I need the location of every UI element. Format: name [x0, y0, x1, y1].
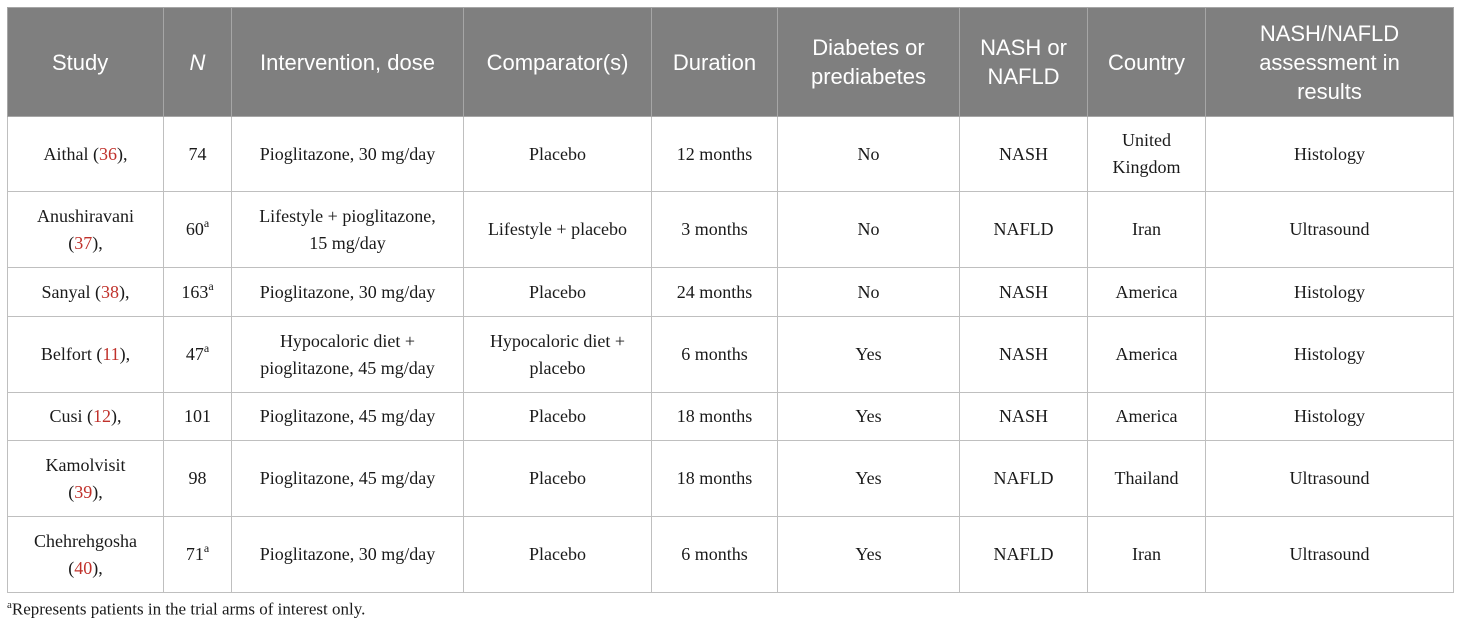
header-comparator: Comparator(s): [464, 8, 652, 117]
cell-n: [164, 268, 232, 317]
ref-link[interactable]: 40: [74, 557, 93, 578]
study-tail: ),: [117, 143, 128, 164]
header-assessment-line2: assessment in: [1259, 49, 1400, 75]
ref-link[interactable]: 39: [74, 481, 93, 502]
cell-study: [8, 517, 164, 593]
study-tail: ),: [92, 557, 103, 578]
study-tail: ),: [119, 344, 131, 364]
study-name: Belfort (: [40, 344, 103, 364]
cell-duration: 18 months: [652, 393, 778, 441]
n-value: 71: [185, 544, 204, 564]
cell-duration: 12 months: [652, 117, 778, 192]
cell-nash: NASH: [960, 268, 1088, 317]
header-nash: [960, 8, 1088, 117]
ref-link[interactable]: 12: [93, 406, 111, 426]
n-value: 74: [188, 143, 207, 164]
cell-n: [164, 317, 232, 393]
study-ref-line: (39),: [68, 481, 103, 502]
n-value: 98: [188, 468, 207, 488]
country-line1: Iran: [1132, 544, 1161, 564]
study-tail: ),: [92, 232, 103, 253]
cell-study: [8, 441, 164, 517]
cell-n: [164, 393, 232, 441]
n-footnote-marker: a: [203, 541, 210, 555]
cell-country: [1088, 317, 1206, 393]
n-value: 60: [185, 219, 204, 239]
comparator-line: Placebo: [529, 406, 586, 426]
country-line1: America: [1115, 406, 1178, 426]
table-row: [8, 441, 1454, 517]
n-value: 47: [185, 344, 204, 364]
intervention-line: Pioglitazone, 45 mg/day: [259, 406, 436, 426]
study-tail: ),: [111, 406, 122, 426]
header-n-label: N: [189, 49, 206, 75]
cell-comparator: [464, 268, 652, 317]
ref-link[interactable]: 37: [74, 232, 93, 253]
cell-study: [8, 317, 164, 393]
country-line1: Iran: [1132, 219, 1161, 239]
cell-study: [8, 393, 164, 441]
header-assessment-line3: results: [1297, 78, 1362, 104]
table-row: [8, 117, 1454, 192]
cell-diabetes: No: [778, 268, 960, 317]
cell-intervention: [232, 268, 464, 317]
cell-n: [164, 441, 232, 517]
country-line1: America: [1115, 344, 1178, 364]
n-footnote-marker: a: [208, 278, 214, 293]
comparator-line: Placebo: [529, 544, 586, 564]
header-study: Study: [8, 8, 164, 117]
cell-study: [8, 268, 164, 317]
n-footnote-marker: a: [203, 216, 210, 230]
cell-comparator: [464, 117, 652, 192]
cell-duration: 6 months: [652, 317, 778, 393]
table-container: [7, 7, 1454, 620]
intervention-line: Pioglitazone, 45 mg/day: [259, 468, 436, 488]
header-nash-line1: NASH or: [980, 35, 1067, 60]
study-tail: ),: [118, 281, 130, 302]
cell-intervention: [232, 192, 464, 268]
intervention-line: Hypocaloric diet +: [279, 330, 416, 351]
cell-diabetes: Yes: [778, 393, 960, 441]
cell-intervention: [232, 441, 464, 517]
header-duration: Duration: [652, 8, 778, 117]
cell-diabetes: No: [778, 117, 960, 192]
cell-comparator: [464, 393, 652, 441]
footnote-text: Represents patients in the trial arms of interest only.: [11, 599, 366, 619]
cell-assessment: Histology: [1206, 393, 1454, 441]
header-diabetes-line2: prediabetes: [811, 64, 926, 89]
cell-comparator: [464, 441, 652, 517]
comparator-line: placebo: [529, 357, 586, 378]
intervention-line: Pioglitazone, 30 mg/day: [259, 544, 436, 564]
header-row: [8, 8, 1454, 117]
country-line1: Thailand: [1114, 468, 1179, 488]
cell-nash: NASH: [960, 117, 1088, 192]
study-name: Chehrehgosha: [34, 530, 137, 551]
cell-country: [1088, 117, 1206, 192]
cell-assessment: Ultrasound: [1206, 192, 1454, 268]
cell-assessment: Ultrasound: [1206, 517, 1454, 593]
comparator-line: Lifestyle + placebo: [487, 219, 628, 239]
header-diabetes: [778, 8, 960, 117]
cell-country: [1088, 192, 1206, 268]
country-line1: United: [1122, 130, 1171, 150]
study-ref-line: (37),: [68, 232, 103, 253]
comparator-line: Hypocaloric diet +: [489, 330, 626, 351]
cell-country: [1088, 393, 1206, 441]
cell-nash: NAFLD: [960, 441, 1088, 517]
intervention-line: Pioglitazone, 30 mg/day: [259, 143, 436, 164]
intervention-line: Pioglitazone, 30 mg/day: [259, 281, 436, 302]
cell-intervention: [232, 317, 464, 393]
ref-link[interactable]: 38: [100, 281, 119, 302]
cell-diabetes: No: [778, 192, 960, 268]
intervention-line: pioglitazone, 45 mg/day: [260, 357, 435, 378]
header-intervention: Intervention, dose: [232, 8, 464, 117]
table-row: [8, 517, 1454, 593]
header-assessment-line1: NASH/NAFLD: [1259, 20, 1400, 46]
study-tail: ),: [92, 481, 103, 502]
cell-duration: 6 months: [652, 517, 778, 593]
comparator-line: Placebo: [529, 468, 586, 488]
cell-intervention: [232, 517, 464, 593]
country-line2: Kingdom: [1112, 157, 1181, 177]
header-n: [164, 8, 232, 117]
ref-link[interactable]: 36: [99, 143, 117, 164]
header-diabetes-line1: Diabetes or: [812, 35, 925, 60]
n-value: 101: [184, 406, 211, 426]
table-footnote: [7, 599, 1454, 620]
cell-duration: 3 months: [652, 192, 778, 268]
cell-country: [1088, 268, 1206, 317]
cell-assessment: Histology: [1206, 317, 1454, 393]
cell-comparator: [464, 192, 652, 268]
cell-diabetes: Yes: [778, 317, 960, 393]
cell-duration: 24 months: [652, 268, 778, 317]
table-row: [8, 192, 1454, 268]
study-name: Cusi (: [49, 406, 93, 426]
cell-nash: NASH: [960, 317, 1088, 393]
intervention-line: 15 mg/day: [309, 232, 386, 253]
comparator-line: Placebo: [529, 281, 586, 302]
cell-n: [164, 117, 232, 192]
comparator-line: Placebo: [529, 143, 586, 164]
table-row: [8, 393, 1454, 441]
header-assessment: [1206, 8, 1454, 117]
header-nash-line2: NAFLD: [987, 64, 1060, 89]
study-table: [7, 7, 1454, 593]
cell-study: [8, 192, 164, 268]
intervention-line: Lifestyle + pioglitazone,: [259, 205, 436, 226]
study-name: Anushiravani: [37, 205, 134, 226]
study-name: Sanyal (: [41, 281, 101, 302]
cell-n: [164, 517, 232, 593]
header-country: Country: [1088, 8, 1206, 117]
n-footnote-marker: a: [203, 341, 210, 355]
cell-country: [1088, 441, 1206, 517]
cell-n: [164, 192, 232, 268]
study-name: Kamolvisit: [45, 454, 126, 475]
cell-intervention: [232, 117, 464, 192]
cell-comparator: [464, 317, 652, 393]
cell-diabetes: Yes: [778, 517, 960, 593]
cell-diabetes: Yes: [778, 441, 960, 517]
country-line1: America: [1115, 281, 1178, 302]
footnote-marker: a: [7, 599, 12, 611]
ref-link[interactable]: 11: [102, 344, 120, 364]
study-name: Aithal (: [43, 143, 99, 164]
study-ref-line: (40),: [68, 557, 103, 578]
cell-assessment: Ultrasound: [1206, 441, 1454, 517]
cell-nash: NAFLD: [960, 192, 1088, 268]
cell-nash: NAFLD: [960, 517, 1088, 593]
cell-nash: NASH: [960, 393, 1088, 441]
n-value: 163: [181, 281, 209, 302]
cell-duration: 18 months: [652, 441, 778, 517]
cell-assessment: Histology: [1206, 117, 1454, 192]
cell-comparator: [464, 517, 652, 593]
cell-study: [8, 117, 164, 192]
table-row: [8, 317, 1454, 393]
cell-intervention: [232, 393, 464, 441]
cell-country: [1088, 517, 1206, 593]
table-row: [8, 268, 1454, 317]
cell-assessment: Histology: [1206, 268, 1454, 317]
